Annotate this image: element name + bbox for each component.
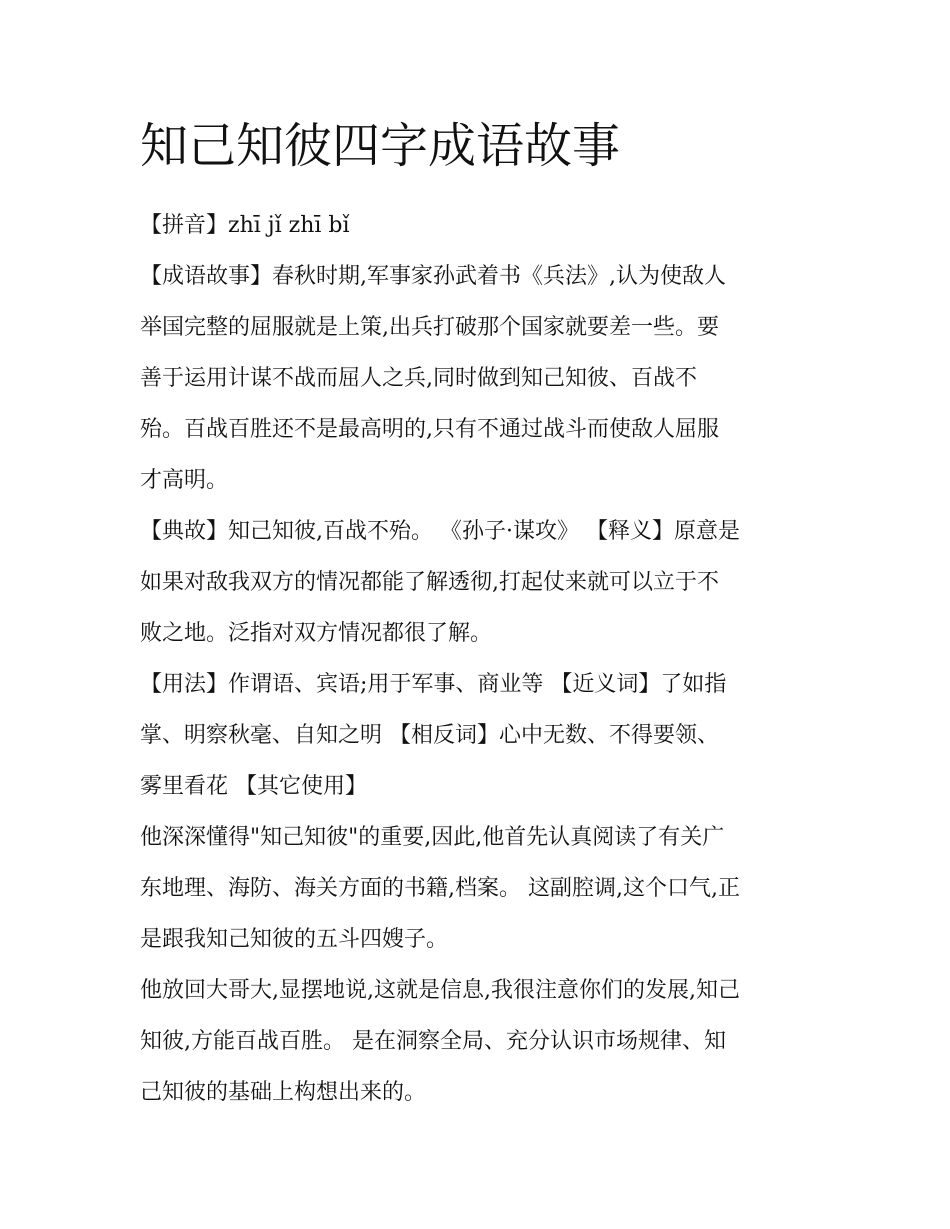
page-title: 知己知彼四字成语故事 [140,118,621,174]
text-line: 己知彼的基础上构想出来的。 [140,1080,427,1105]
text-line: 他深深懂得"知己知彼"的重要,因此,他首先认真阅读了有关广 [140,825,725,850]
text-line: 【拼音】zhī jǐ zhī bǐ [140,213,350,238]
idiom-story-paragraph [140,251,808,506]
text-line: 【成语故事】春秋时期,军事家孙武着书《兵法》,认为使敌人 [140,264,726,289]
text-line: 举国完整的屈服就是上策,出兵打破那个国家就要差一些。要 [140,315,719,340]
text-line: 是跟我知己知彼的五斗四嫂子。 [140,927,449,952]
example-paragraph-1 [140,812,808,965]
text-line: 雾里看花 【其它使用】 [140,774,367,799]
text-line: 才高明。 [140,468,229,493]
text-line: 善于运用计谋不战而屈人之兵,同时做到知己知彼、百战不 [140,366,697,391]
text-line: 他放回大哥大,显摆地说,这就是信息,我很注意你们的发展,知己 [140,978,740,1003]
allusion-paragraph [140,506,808,659]
text-line: 知彼,方能百战百胜。 是在洞察全局、充分认识市场规律、知 [140,1029,726,1054]
text-line: 掌、明察秋毫、自知之明 【相反词】心中无数、不得要领、 [140,723,719,748]
usage-paragraph [140,659,808,812]
document-page [140,112,808,1118]
text-line: 如果对敌我双方的情况都能了解透彻,打起仗来就可以立于不 [140,570,719,595]
example-paragraph-2 [140,965,808,1118]
text-line: 东地理、海防、海关方面的书籍,档案。 这副腔调,这个口气,正 [140,876,740,901]
text-line: 败之地。泛指对双方情况都很了解。 [140,621,493,646]
text-line: 【用法】作谓语、宾语;用于军事、商业等 【近义词】了如指 [140,672,727,697]
text-line: 殆。百战百胜还不是最高明的,只有不通过战斗而使敌人屈服 [140,417,719,442]
text-line: 【典故】知己知彼,百战不殆。 《孙子·谋攻》 【释义】原意是 [140,519,740,544]
pinyin-paragraph [140,200,808,251]
